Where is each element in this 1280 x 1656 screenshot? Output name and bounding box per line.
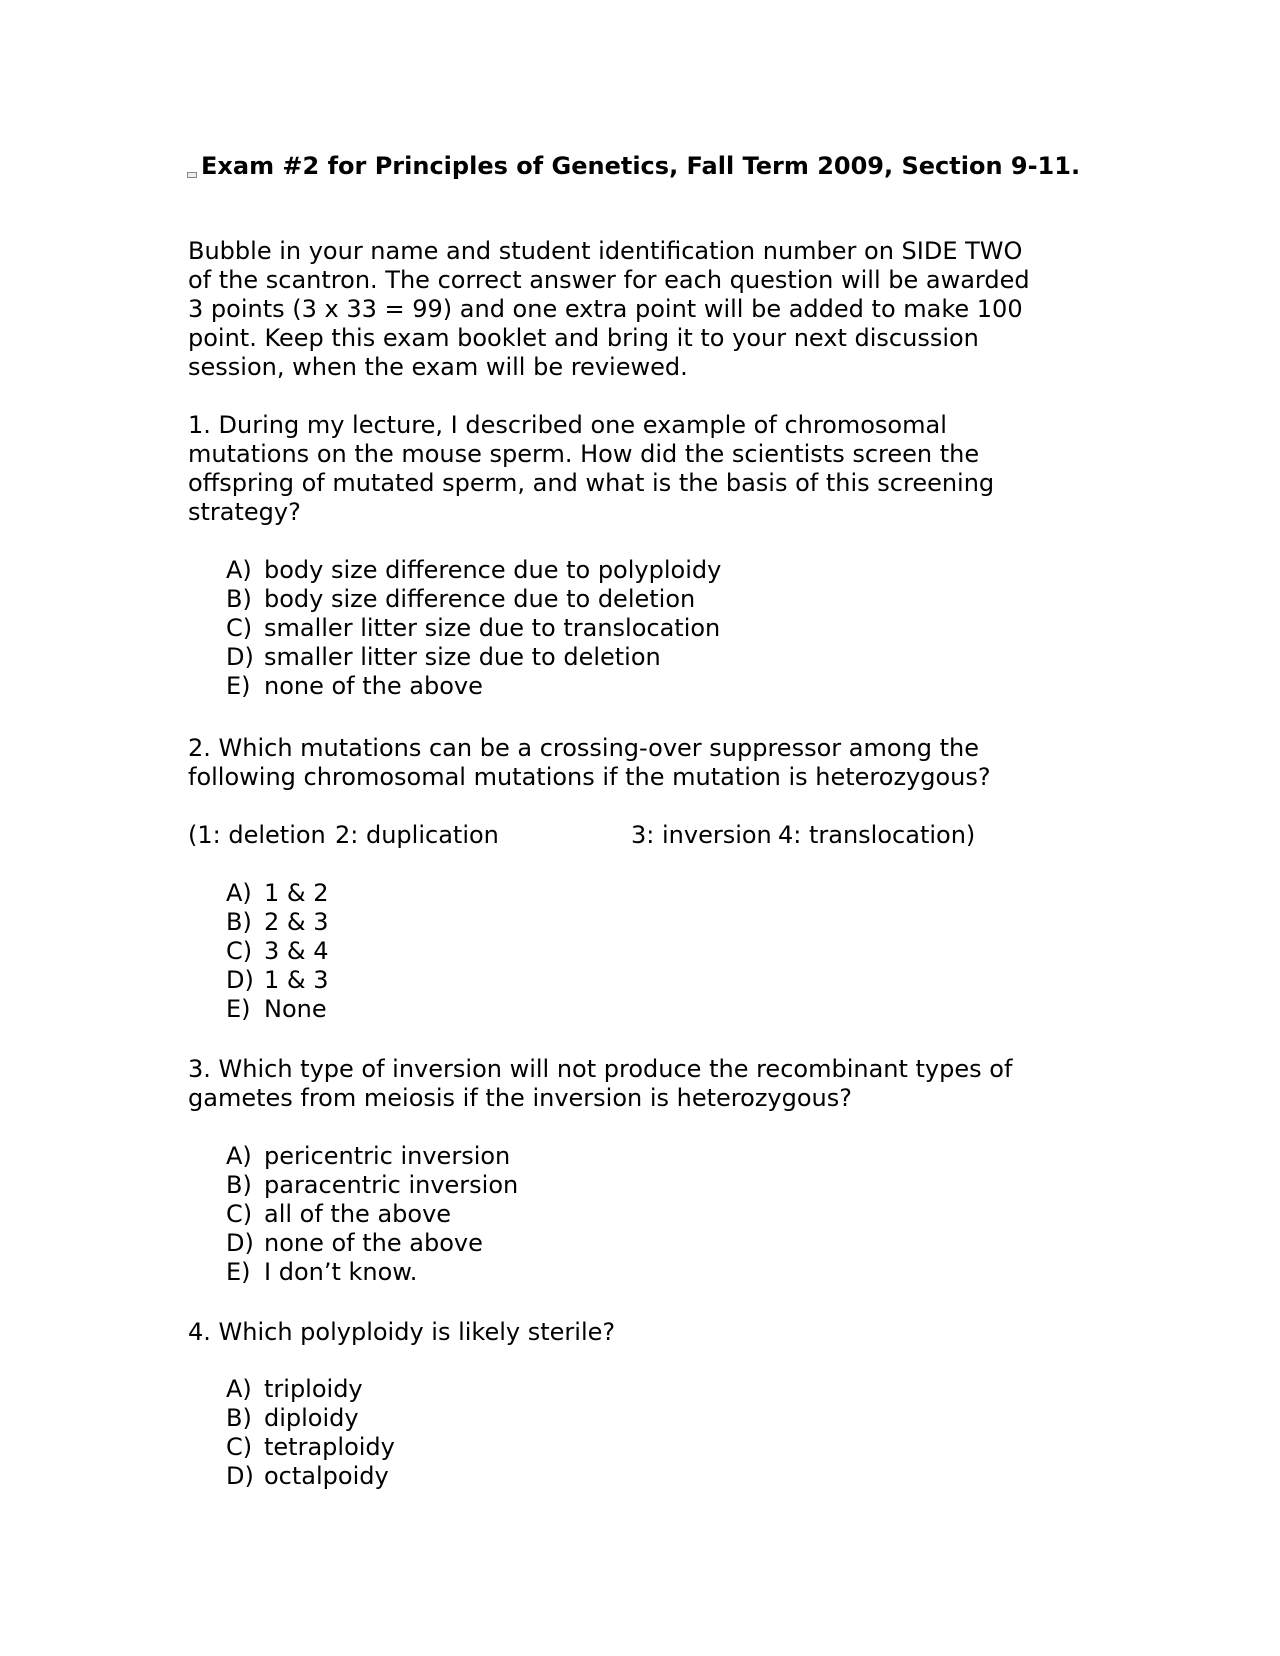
option-text: smaller litter size due to translocation [264,614,721,642]
option-item [226,1433,395,1462]
question-2-text: 2. Which mutations can be a crossing-over suppressor among the following chromosomal mutations if the mutation is heterozygous? [188,734,991,791]
option-text: 1 & 3 [264,966,329,994]
legend-item: (1: deletion [188,821,326,849]
option-label: C) [226,614,253,642]
option-text: diploidy [264,1404,359,1432]
option-text: body size difference due to deletion [264,585,696,613]
option-item [226,1258,518,1287]
option-text: None [264,995,327,1023]
option-text: pericentric inversion [264,1142,511,1170]
option-label: D) [226,1462,254,1490]
legend-item: 3: inversion [631,821,772,849]
question-1-options [226,556,721,701]
question-2-options [226,879,329,1024]
option-text: 1 & 2 [264,879,329,907]
option-label: B) [226,1404,252,1432]
option-item [226,1229,518,1258]
option-item [226,1404,395,1433]
option-item [226,995,329,1024]
option-label: B) [226,585,252,613]
option-text: tetraploidy [264,1433,395,1461]
option-text: none of the above [264,672,483,700]
option-label: A) [226,1142,252,1170]
option-label: D) [226,643,254,671]
option-text: octalpoidy [264,1462,389,1490]
option-label: A) [226,556,252,584]
option-label: A) [226,879,252,907]
option-label: E) [226,1258,251,1286]
option-text: none of the above [264,1229,483,1257]
option-text: 2 & 3 [264,908,329,936]
option-item [226,672,721,701]
exam-title-text: Exam #2 for Principles of Genetics, Fall Term 2009, Section 9-11. [201,152,1081,180]
option-item [226,908,329,937]
option-label: C) [226,937,253,965]
option-label: D) [226,1229,254,1257]
option-item [226,1200,518,1229]
question-4-text: 4. Which polyploidy is likely sterile? [188,1318,616,1346]
option-item [226,1462,395,1491]
option-item [226,966,329,995]
exam-instructions: Bubble in your name and student identification number on SIDE TWO of the scantron. The correct answer for each question will be awarded 3 points (3 x 33 = 99) and one extra point will be added to make 100 point. Keep this exam booklet and bring it to your next discussion session, when the exam will be reviewed. [188,237,1030,381]
option-label: B) [226,1171,252,1199]
option-item [226,1142,518,1171]
option-item [226,585,721,614]
option-label: E) [226,672,251,700]
option-text: 3 & 4 [264,937,329,965]
option-item [226,937,329,966]
option-item [226,614,721,643]
question-2-legend [188,821,1088,850]
option-item [226,1375,395,1404]
legend-item: 4: translocation) [778,821,976,849]
option-item [226,556,721,585]
legend-item: 2: duplication [335,821,499,849]
option-text: smaller litter size due to deletion [264,643,661,671]
option-text: all of the above [264,1200,452,1228]
question-3-text: 3. Which type of inversion will not produce the recombinant types of gametes from meiosis if the inversion is heterozygous? [188,1055,1013,1112]
option-item [226,643,721,672]
option-label: E) [226,995,251,1023]
option-item [226,1171,518,1200]
option-text: triploidy [264,1375,363,1403]
question-4-options [226,1375,395,1491]
option-text: paracentric inversion [264,1171,519,1199]
option-text: I don’t know. [264,1258,418,1286]
option-text: body size difference due to polyploidy [264,556,722,584]
option-label: D) [226,966,254,994]
option-item [226,879,329,908]
option-label: A) [226,1375,252,1403]
option-label: C) [226,1433,253,1461]
question-1-text: 1. During my lecture, I described one example of chromosomal mutations on the mouse sperm. How did the scientists screen the offspring of mutated sperm, and what is the basis of this screening strategy? [188,411,995,526]
exam-title [188,151,1088,181]
option-label: C) [226,1200,253,1228]
option-label: B) [226,908,252,936]
question-3-options [226,1142,518,1287]
